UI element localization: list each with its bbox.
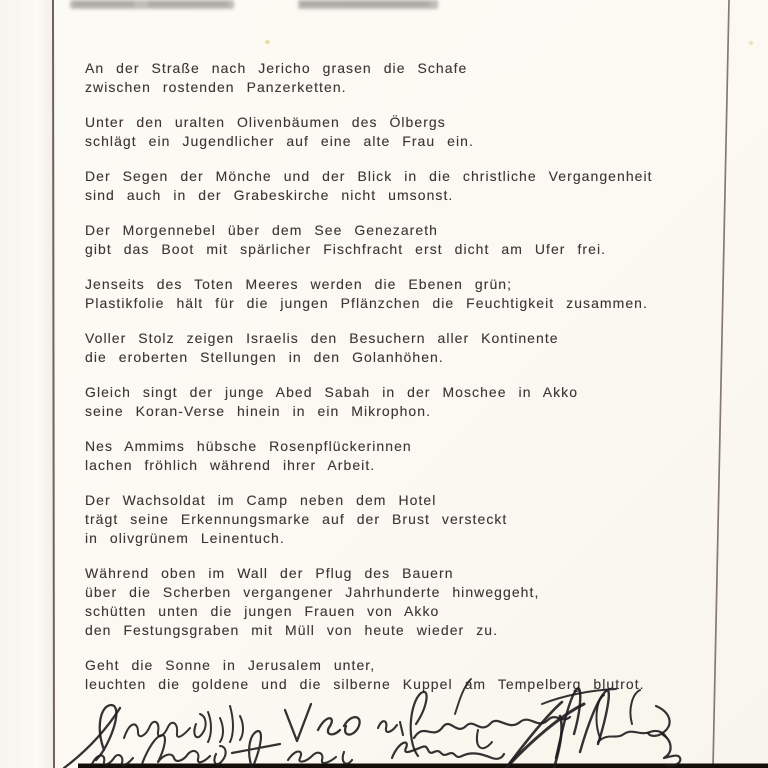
poem-stanza bbox=[85, 564, 685, 640]
poem-line: schlägt ein Jugendlicher auf eine alte Frau ein. bbox=[85, 133, 474, 149]
poem-line: Plastikfolie hält für die jungen Pflänzchen die Feuchtigkeit zusammen. bbox=[85, 295, 648, 311]
poem-line: den Festungsgraben mit Müll von heute wieder zu. bbox=[85, 622, 499, 638]
poem-stanza bbox=[85, 275, 685, 313]
poem-line: Nes Ammims hübsche Rosenpflückerinnen bbox=[85, 438, 412, 454]
poem-stanza bbox=[85, 167, 685, 205]
page-edge-line-right bbox=[713, 0, 729, 768]
poem-line: trägt seine Erkennungsmarke auf der Brust versteckt bbox=[85, 511, 508, 527]
handwriting-stroke bbox=[378, 721, 403, 735]
poem-line: Der Segen der Mönche und der Blick in die christliche Vergangenheit bbox=[85, 168, 653, 184]
paper-speck bbox=[749, 41, 753, 45]
poem-line: An der Straße nach Jericho grasen die Schafe bbox=[85, 60, 468, 76]
poem-stanza bbox=[85, 437, 685, 475]
page-fold-line-left bbox=[53, 0, 54, 768]
poem-line: gibt das Boot mit spärlicher Fischfracht erst dicht am Ufer frei. bbox=[85, 241, 607, 257]
poem-line: seine Koran-Verse hinein in ein Mikrophon. bbox=[85, 403, 432, 419]
handwriting-stroke bbox=[598, 731, 666, 742]
poem-line: in olivgrünem Leinentuch. bbox=[85, 530, 285, 546]
handwriting-stroke bbox=[288, 752, 352, 764]
poem-line: zwischen rostenden Panzerketten. bbox=[85, 79, 347, 95]
poem-stanza bbox=[85, 221, 685, 259]
poem-line: schütten unten die jungen Frauen von Akko bbox=[85, 603, 440, 619]
handwriting-stroke bbox=[477, 730, 492, 748]
poem-line: Voller Stolz zeigen Israelis den Besuchern aller Kontinente bbox=[85, 330, 559, 346]
handwriting-stroke bbox=[232, 731, 280, 768]
poem-line: über die Scherben vergangener Jahrhunderte hinweggeht, bbox=[85, 584, 540, 600]
paper-speck bbox=[265, 40, 270, 44]
handwriting-stroke bbox=[96, 705, 116, 760]
handwriting-stroke bbox=[92, 755, 133, 765]
cut-off-text-remnant bbox=[298, 0, 438, 9]
poem-stanza bbox=[85, 329, 685, 367]
handwriting-stroke bbox=[392, 743, 504, 759]
adjacent-page-strip bbox=[0, 0, 53, 768]
poem-stanza bbox=[85, 113, 685, 151]
poem-line: die eroberten Stellungen in den Golanhöhen. bbox=[85, 349, 444, 365]
handwriting-stroke bbox=[142, 735, 226, 764]
handwriting-stroke bbox=[124, 706, 243, 742]
poem-line: Gleich singt der junge Abed Sabah in der Moschee in Akko bbox=[85, 384, 579, 400]
poem-line: leuchten die goldene und die silberne Kuppel am Tempelberg blutrot. bbox=[85, 676, 645, 692]
poem-stanza bbox=[85, 656, 685, 694]
poem-line: Geht die Sonne in Jerusalem unter, bbox=[85, 657, 376, 673]
poem-line: Während oben im Wall der Pflug des Bauern bbox=[85, 565, 454, 581]
poem-line: Jenseits des Toten Meeres werden die Ebenen grün; bbox=[85, 276, 513, 292]
poem-stanza bbox=[85, 59, 685, 97]
photo-bottom-edge-bar bbox=[78, 764, 768, 768]
poem-text bbox=[85, 59, 685, 710]
poem-line: lachen fröhlich während ihrer Arbeit. bbox=[85, 457, 376, 473]
poem-line: Der Wachsoldat im Camp neben dem Hotel bbox=[85, 492, 437, 508]
handwriting-stroke bbox=[506, 702, 562, 768]
poem-line: sind auch in der Grabeskirche nicht umsonst. bbox=[85, 187, 454, 203]
poem-line: Der Morgennebel über dem See Genezareth bbox=[85, 222, 439, 238]
cut-off-text-remnant bbox=[70, 0, 234, 9]
handwriting-stroke bbox=[64, 708, 120, 768]
poem-stanza bbox=[85, 383, 685, 421]
handwriting-stroke bbox=[648, 706, 680, 766]
poem-stanza bbox=[85, 491, 685, 548]
poem-line: Unter den uralten Olivenbäumen des Ölbergs bbox=[85, 114, 446, 130]
handwriting-stroke bbox=[508, 704, 584, 766]
